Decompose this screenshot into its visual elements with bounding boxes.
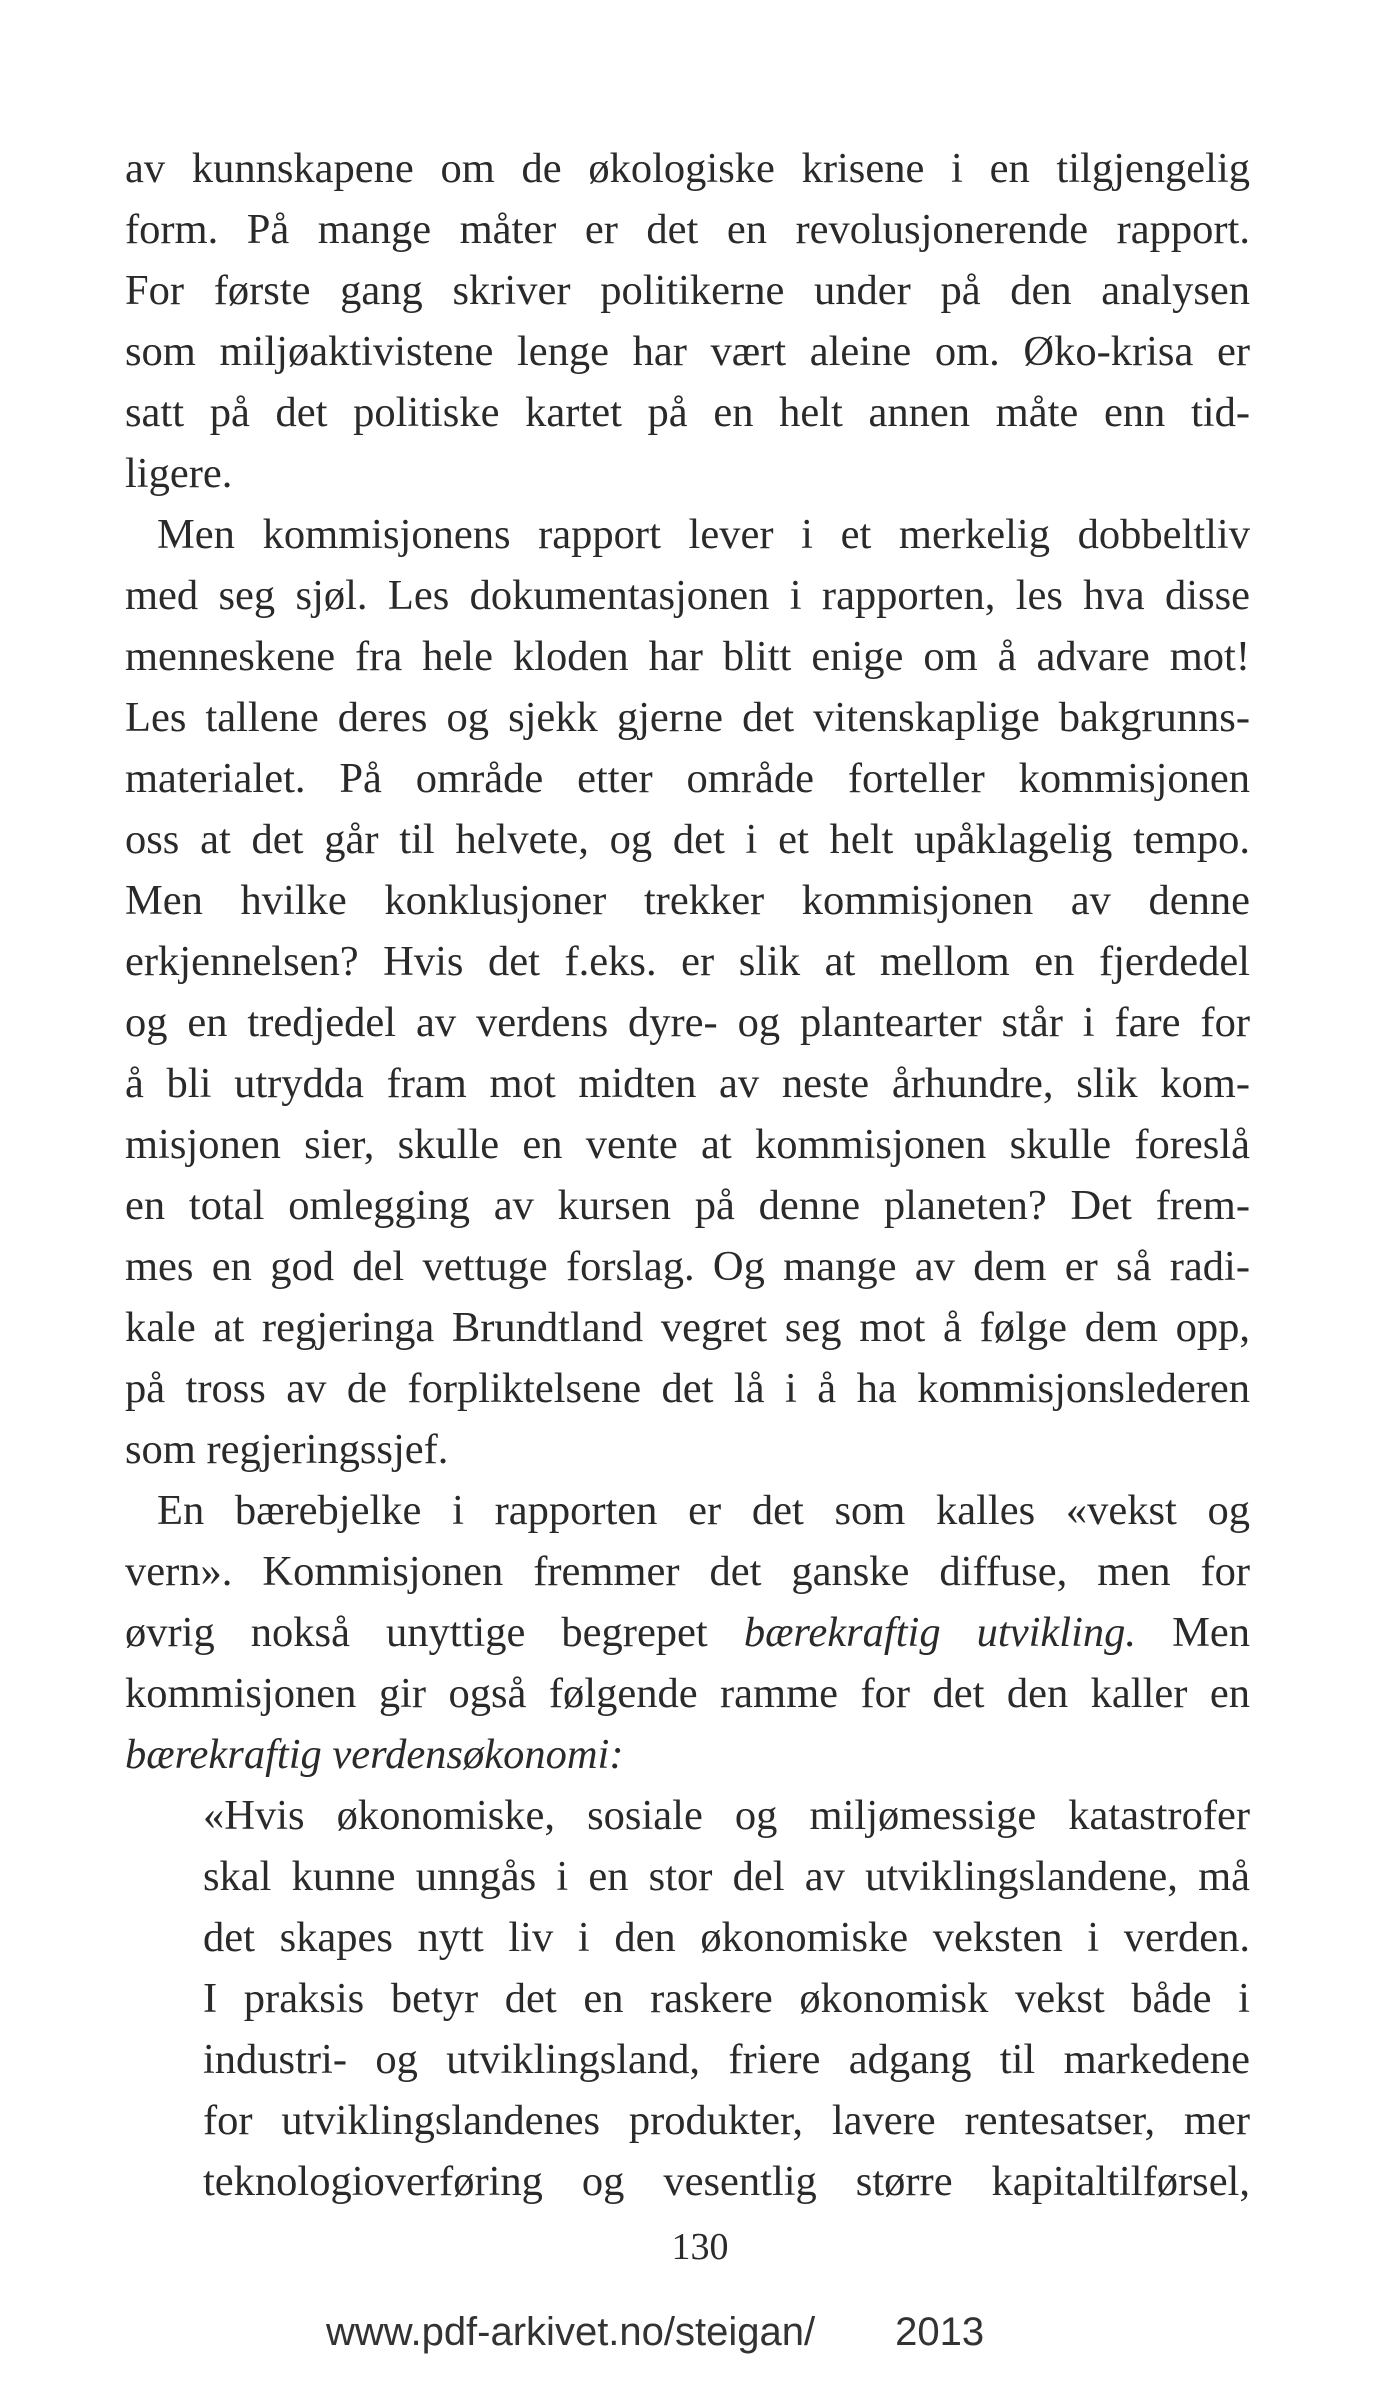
text-line: form. På mange måter er det en revolusjonerende rapport.: [125, 206, 1250, 253]
text-line: For første gang skriver politikerne under på den analysen: [125, 267, 1250, 314]
text-line: en total omlegging av kursen på denne planeten? Det frem-: [125, 1182, 1250, 1229]
italic-term: bærekraftig verdensøkonomi:: [125, 1731, 624, 1778]
text-line: erkjennelsen? Hvis det f.eks. er slik at mellom en fjerdedel: [125, 938, 1250, 985]
text-line: Men kommisjonens rapport lever i et merkelig dobbeltliv: [157, 511, 1250, 558]
text-line: Les tallene deres og sjekk gjerne det vitenskaplige bakgrunns-: [125, 694, 1250, 741]
page-number: 130: [671, 2226, 729, 2268]
footer: [326, 2310, 984, 2355]
paragraph-2: [125, 504, 1250, 1480]
quote-line: teknologioverføring og vesentlig større kapitaltilførsel,: [203, 2158, 1250, 2205]
italic-term: bærekraftig utvikling.: [743, 1609, 1137, 1656]
text-line: vern». Kommisjonen fremmer det ganske diffuse, men for: [125, 1548, 1250, 1595]
block-quote: [125, 1785, 1250, 2212]
text-run: øvrig nokså unyttige begrepet: [125, 1609, 744, 1656]
text-line: misjonen sier, skulle en vente at kommisjonen skulle foreslå: [125, 1121, 1250, 1168]
text-line: kale at regjeringa Brundtland vegret seg mot å følge dem opp,: [125, 1304, 1250, 1351]
text-line: som regjeringssjef.: [125, 1426, 449, 1473]
text-line: [125, 1724, 1250, 1785]
text-line: som miljøaktivistene lenge har vært aleine om. Øko-krisa er: [125, 328, 1250, 375]
quote-line: I praksis betyr det en raskere økonomisk vekst både i: [203, 1975, 1250, 2022]
text-line: [125, 1602, 1250, 1663]
quote-line: det skapes nytt liv i den økonomiske veksten i verden.: [203, 1914, 1250, 1961]
footer-year: 2013: [895, 2310, 985, 2354]
quote-line: for utviklingslandenes produkter, lavere rentesatser, mer: [203, 2097, 1250, 2144]
text-line: og en tredjedel av verdens dyre- og plantearter står i fare for: [125, 999, 1250, 1046]
footer-url: www.pdf-arkivet.no/steigan/: [326, 2310, 816, 2354]
text-line: på tross av de forpliktelsene det lå i å ha kommisjonslederen: [125, 1365, 1250, 1412]
text-line: En bærebjelke i rapporten er det som kalles «vekst og: [157, 1487, 1250, 1534]
text-line: materialet. På område etter område forteller kommisjonen: [125, 755, 1250, 802]
paragraph-3: [125, 1480, 1250, 1785]
text-line: satt på det politiske kartet på en helt annen måte enn tid-: [125, 389, 1250, 436]
text-line: Men hvilke konklusjoner trekker kommisjonen av denne: [125, 877, 1250, 924]
quote-line: industri- og utviklingsland, friere adgang til markedene: [203, 2036, 1250, 2083]
body-text: [125, 138, 1250, 2212]
text-line: menneskene fra hele kloden har blitt enige om å advare mot!: [125, 633, 1250, 680]
quote-line: skal kunne unngås i en stor del av utviklingslandene, må: [203, 1853, 1250, 1900]
text-line: å bli utrydda fram mot midten av neste århundre, slik kom-: [125, 1060, 1250, 1107]
text-line: mes en god del vettuge forslag. Og mange av dem er så radi-: [125, 1243, 1250, 1290]
text-line: med seg sjøl. Les dokumentasjonen i rapporten, les hva disse: [125, 572, 1250, 619]
text-line: ligere.: [125, 450, 233, 497]
text-line: kommisjonen gir også følgende ramme for det den kaller en: [125, 1670, 1250, 1717]
quote-line: «Hvis økonomiske, sosiale og miljømessige katastrofer: [203, 1792, 1250, 1839]
text-line: av kunnskapene om de økologiske krisene i en tilgjengelig: [125, 145, 1250, 192]
text-run: Men: [1136, 1609, 1251, 1656]
paragraph-1: [125, 138, 1250, 504]
text-line: oss at det går til helvete, og det i et helt upåklagelig tempo.: [125, 816, 1250, 863]
